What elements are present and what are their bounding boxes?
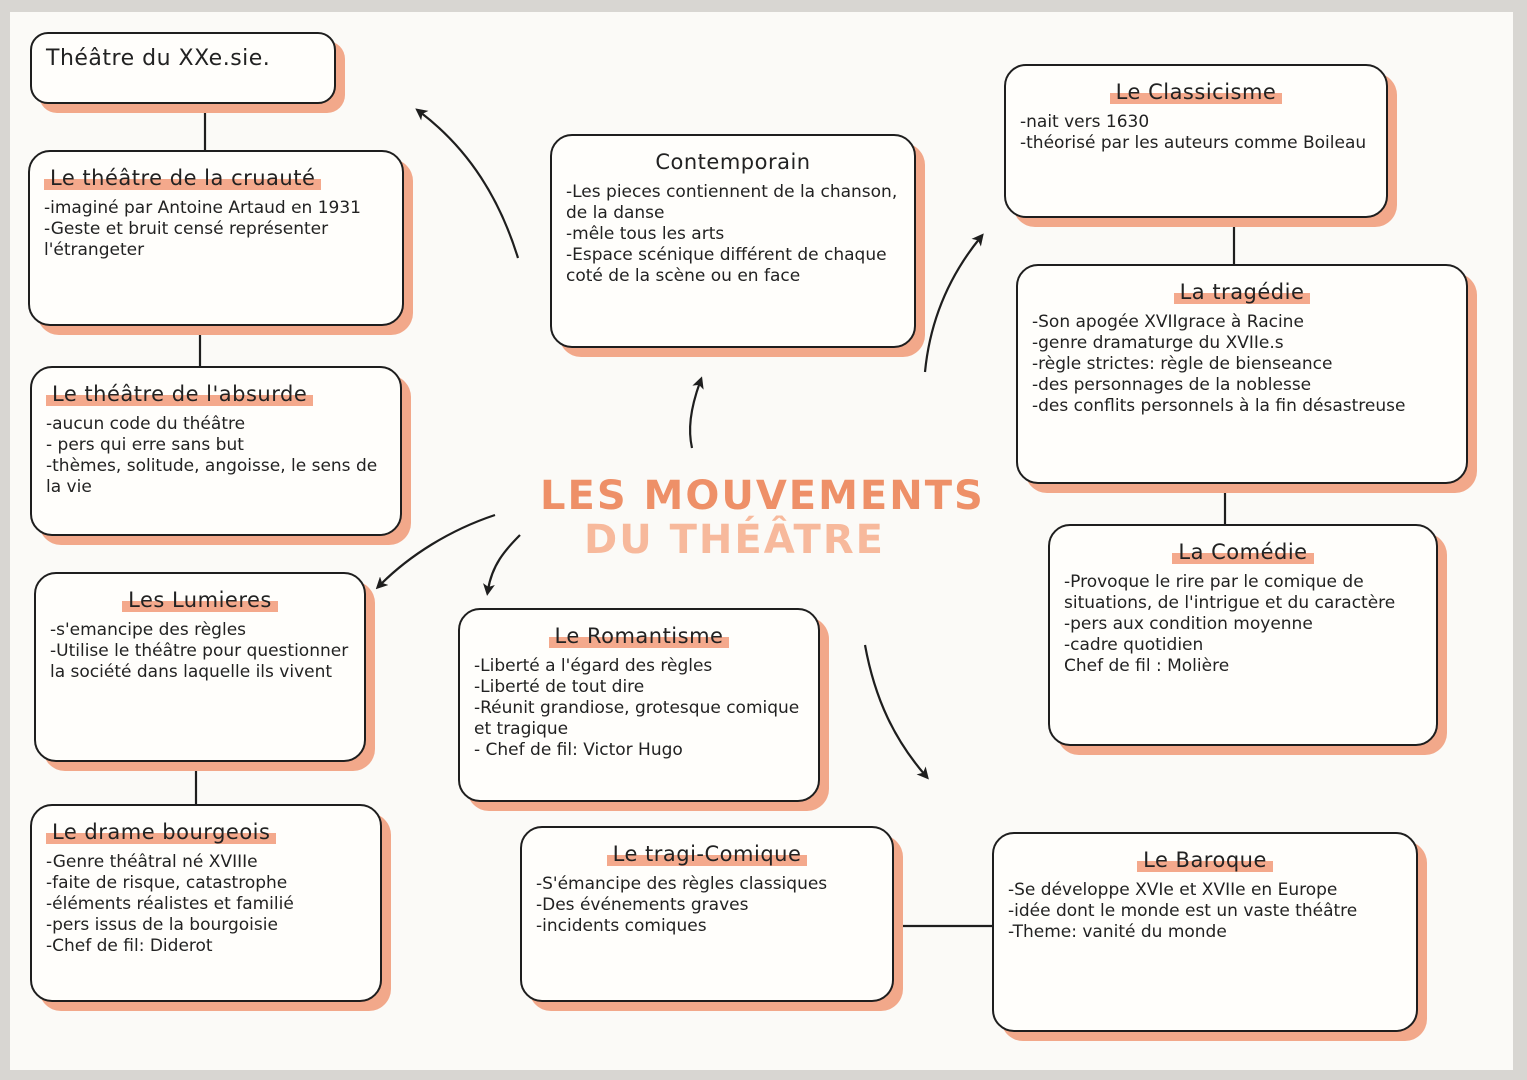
arrow-to-romantisme	[488, 535, 520, 590]
card-drame-bourgeois	[30, 804, 382, 1002]
list-item: -thèmes, solitude, angoisse, le sens de la vie	[46, 456, 378, 497]
list-item: -nait vers 1630	[1020, 112, 1150, 132]
list-item: Chef de fil : Molière	[1064, 656, 1230, 676]
card-list	[44, 198, 388, 261]
arrow-to-baroque	[865, 645, 925, 775]
list-item: -pers issus de la bourgoisie	[46, 915, 278, 935]
arrow-to-contemporain	[690, 382, 700, 448]
title-line-2: DU THÉÂTRE	[584, 517, 885, 563]
list-item: -Genre théâtral né XVIIIe	[46, 852, 258, 872]
list-item: -idée dont le monde est un vaste théâtre	[1008, 901, 1358, 921]
diagram-title	[540, 474, 1020, 562]
list-item: -s'emancipe des règles	[50, 620, 247, 640]
list-item: -imaginé par Antoine Artaud en 1931	[44, 198, 361, 218]
card-list	[46, 414, 386, 498]
card-classicisme	[1004, 64, 1388, 218]
list-item: -théorisé par les auteurs comme Boileau	[1020, 133, 1367, 153]
list-item: - pers qui erre sans but	[46, 435, 244, 455]
arrow-to-classicisme	[925, 238, 980, 372]
card-heading: Les Lumieres	[50, 588, 350, 612]
title-line-1: LES MOUVEMENTS	[540, 473, 985, 519]
card-heading: La tragédie	[1032, 280, 1452, 304]
card-heading: La Comédie	[1064, 540, 1422, 564]
list-item: -Son apogée XVIIgrace à Racine	[1032, 312, 1304, 332]
list-item: -Liberté de tout dire	[474, 677, 645, 697]
card-theatre-absurde	[30, 366, 402, 536]
card-heading: Contemporain	[655, 150, 811, 174]
list-item: -Réunit grandiose, grotesque comique et tragique	[474, 698, 800, 739]
list-item: -éléments réalistes et familié	[46, 894, 294, 914]
list-item: -faite de risque, catastrophe	[46, 873, 288, 893]
card-heading: Le Classicisme	[1020, 80, 1372, 104]
card-tragedie	[1016, 264, 1468, 484]
list-item: - Chef de fil: Victor Hugo	[474, 740, 683, 760]
arrow-to-xxe	[420, 112, 518, 258]
list-item: -aucun code du théâtre	[46, 414, 246, 434]
list-item: -règle strictes: règle de bienseance	[1032, 354, 1333, 374]
list-item: -Se développe XVIe et XVIIe en Europe	[1008, 880, 1338, 900]
list-item: -mêle tous les arts	[566, 224, 725, 244]
card-theatre-cruaute	[28, 150, 404, 326]
card-list	[1032, 312, 1452, 417]
card-heading: Le drame bourgeois	[46, 820, 366, 844]
card-tragi-comique	[520, 826, 894, 1002]
card-theatre-xxe	[30, 32, 336, 104]
card-list	[566, 182, 900, 287]
list-item: -Provoque le rire par le comique de situations, de l'intrigue et du caractère	[1064, 572, 1396, 613]
list-item: -pers aux condition moyenne	[1064, 614, 1313, 634]
card-heading: Théâtre du XXe.sie.	[46, 46, 271, 71]
list-item: -Theme: vanité du monde	[1008, 922, 1227, 942]
list-item: -S'émancipe des règles classiques	[536, 874, 828, 894]
card-list	[1008, 880, 1402, 943]
card-lumieres	[34, 572, 366, 762]
card-heading: Le Romantisme	[474, 624, 804, 648]
card-list	[46, 852, 366, 957]
card-list	[474, 656, 804, 761]
card-list	[1020, 112, 1372, 154]
list-item: -Chef de fil: Diderot	[46, 936, 213, 956]
list-item: -Les pieces contiennent de la chanson, de la danse	[566, 182, 898, 223]
card-list	[50, 620, 350, 683]
card-baroque	[992, 832, 1418, 1032]
card-comedie	[1048, 524, 1438, 746]
card-heading: Le tragi-Comique	[536, 842, 878, 866]
card-heading: Le théâtre de l'absurde	[46, 382, 386, 406]
list-item: -Utilise le théâtre pour questionner la société dans laquelle ils vivent	[50, 641, 349, 682]
list-item: -incidents comiques	[536, 916, 707, 936]
list-item: -Liberté a l'égard des règles	[474, 656, 713, 676]
list-item: -Espace scénique différent de chaque coté de la scène ou en face	[566, 245, 887, 286]
card-heading: Le Baroque	[1008, 848, 1402, 872]
card-list	[536, 874, 878, 937]
card-list	[1064, 572, 1422, 677]
card-heading: Le théâtre de la cruauté	[44, 166, 388, 190]
list-item: -des personnages de la noblesse	[1032, 375, 1312, 395]
list-item: -des conflits personnels à la fin désastreuse	[1032, 396, 1406, 416]
list-item: -Geste et bruit censé représenter l'étrangeter	[44, 219, 329, 260]
list-item: -genre dramaturge du XVIIe.s	[1032, 333, 1284, 353]
card-romantisme	[458, 608, 820, 802]
card-contemporain	[550, 134, 916, 348]
list-item: -Des événements graves	[536, 895, 749, 915]
list-item: -cadre quotidien	[1064, 635, 1204, 655]
